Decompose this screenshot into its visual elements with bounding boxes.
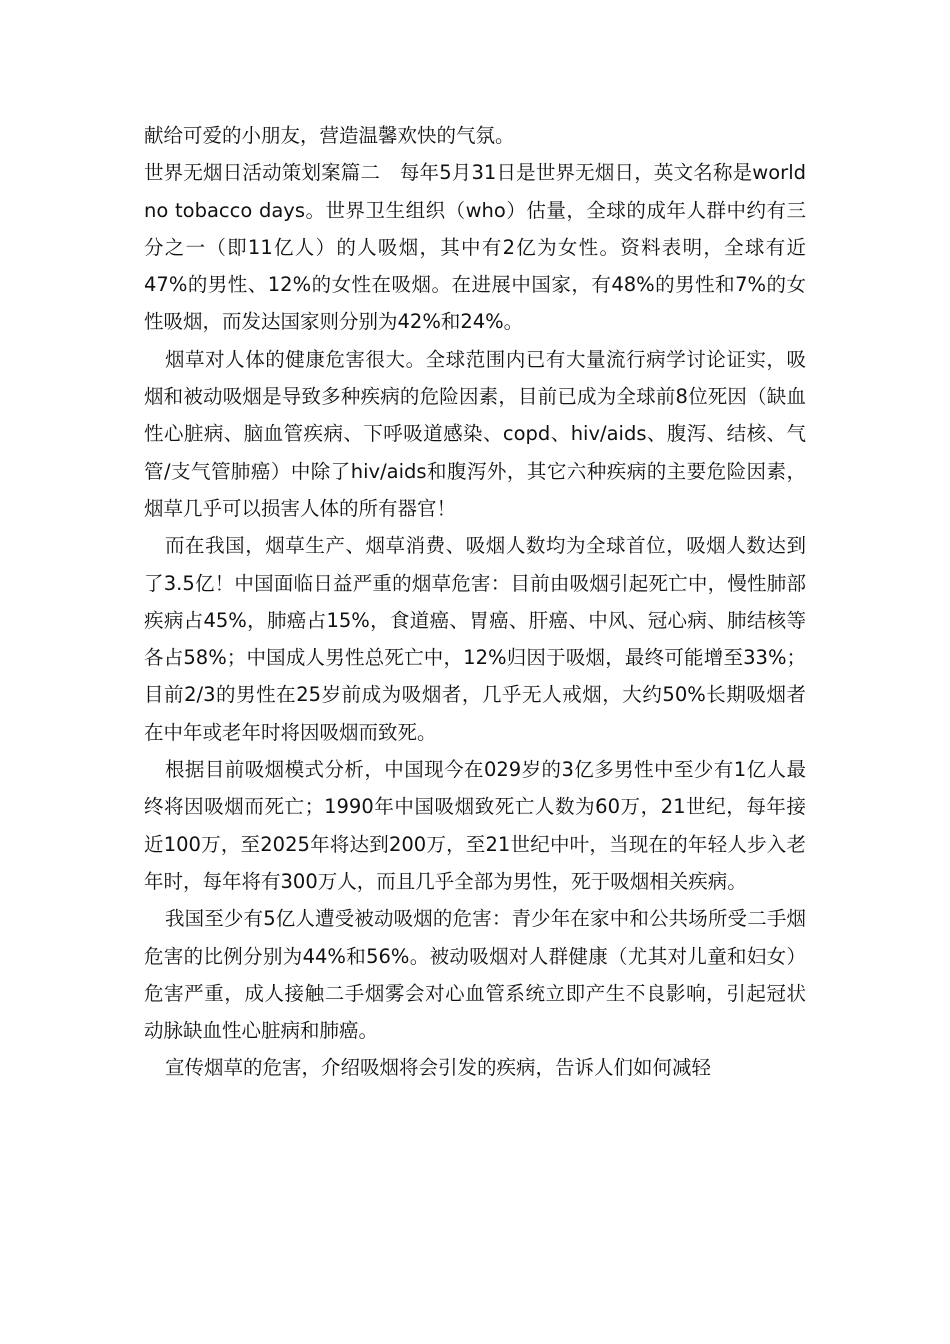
paragraph-6: 我国至少有5亿人遭受被动吸烟的危害：青少年在家中和公共场所受二手烟危害的比例分别为44%和56%。被动吸烟对人群健康（尤其对儿童和妇女）危害严重，成人接触二手烟雾会对心血管系统立即产生不良影响，引起冠状动脉缺血性心脏病和肺癌。 (144, 907, 806, 1043)
paragraph-2: 世界无烟日活动策划案篇二 每年5月31日是世界无烟日，英文名称是world no tobacco days。世界卫生组织（who）估量，全球的成年人群中约有三分之一（即11亿人）的人吸烟，其中有2亿为女性。资料表明，全球有近47%的男性、12%的女性在吸烟。在进展中国家，有48%的男性和7%的女性吸烟，而发达国家则分别为42%和24%。 (144, 161, 806, 334)
paragraph-1: 献给可爱的小朋友，营造温馨欢快的气氛。 (144, 124, 515, 147)
paragraph-7: 宣传烟草的危害，介绍吸烟将会引发的疾病，告诉人们如何减轻 (165, 1056, 712, 1080)
document-body (144, 117, 806, 1087)
paragraph-3: 烟草对人体的健康危害很大。全球范围内已有大量流行病学讨论证实，吸烟和被动吸烟是导致多种疾病的危险因素，目前已成为全球前8位死因（缺血性心脏病、脑血管疾病、下呼吸道感染、copd、hiv/aids、腹泻、结核、气管/支气管肺癌）中除了hiv/aids和腹泻外，其它六种疾病的主要危险因素，烟草几乎可以损害人体的所有器官！ (144, 347, 806, 520)
paragraph-4: 而在我国，烟草生产、烟草消费、吸烟人数均为全球首位，吸烟人数达到了3.5亿！中国面临日益严重的烟草危害：目前由吸烟引起死亡中，慢性肺部疾病占45%，肺癌占15%，食道癌、胃癌、肝癌、中风、冠心病、肺结核等各占58%；中国成人男性总死亡中，12%归因于吸烟，最终可能增至33%；目前2/3的男性在25岁前成为吸烟者，几乎无人戒烟，大约50%长期吸烟者在中年或老年时将因吸烟而致死。 (144, 534, 806, 744)
paragraph-5: 根据目前吸烟模式分析，中国现今在029岁的3亿多男性中至少有1亿人最终将因吸烟而死亡；1990年中国吸烟致死亡人数为60万，21世纪，每年接近100万，至2025年将达到200万，至21世纪中叶，当现在的年轻人步入老年时，每年将有300万人，而且几乎全部为男性，死于吸烟相关疾病。 (144, 758, 806, 893)
